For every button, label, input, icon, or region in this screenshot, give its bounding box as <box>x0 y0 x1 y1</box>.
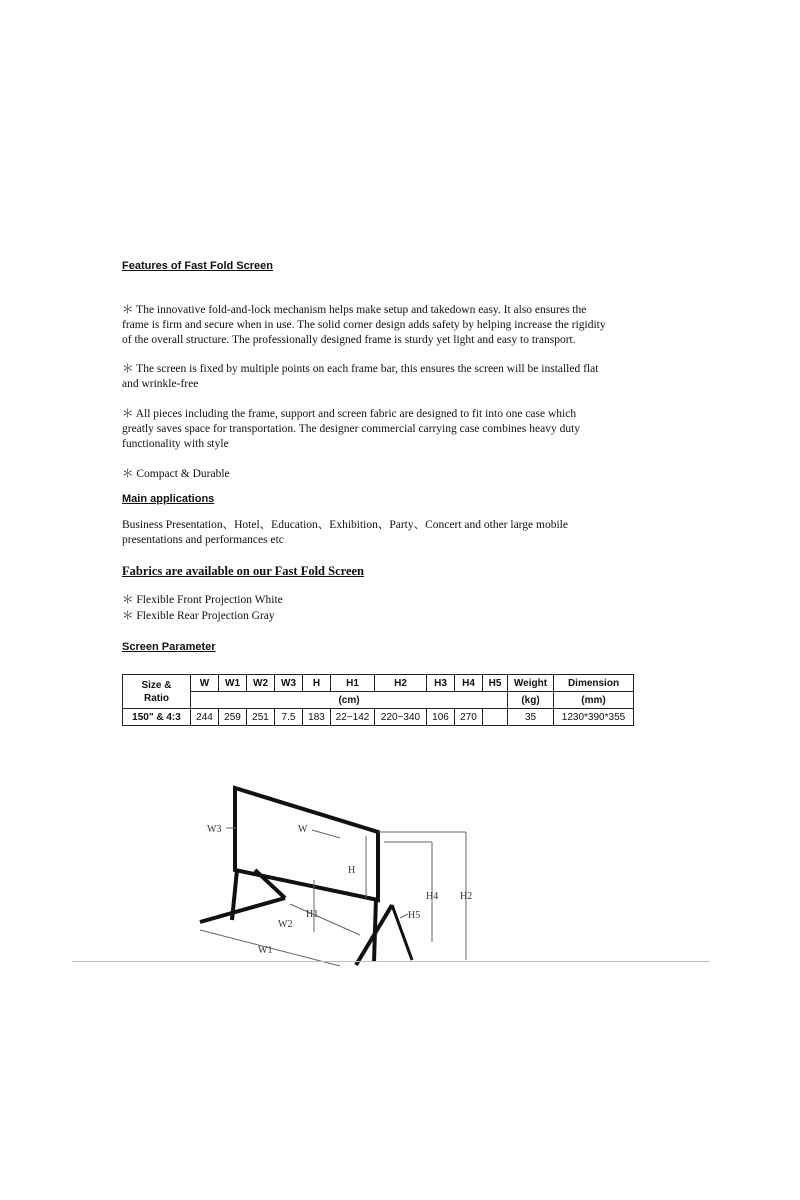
feature-item-2 <box>122 362 662 392</box>
feature-item-4 <box>122 467 662 482</box>
h5-tick <box>400 914 408 918</box>
parameter-table <box>122 674 634 726</box>
feature-1-line-2: frame is firm and secure when in use. The solid corner design adds safety by helping increase the rigidity <box>122 319 606 331</box>
left-foot <box>200 898 285 922</box>
feature-3-line-2: greatly saves space for transportation. The designer commercial carrying case combines heavy duty <box>122 423 581 435</box>
w2-line <box>290 904 360 935</box>
applications-text <box>122 518 662 548</box>
col-h3: H3 <box>427 675 455 692</box>
label-h2: H2 <box>460 891 473 902</box>
label-h4: H4 <box>426 891 439 902</box>
applications-title: Main applications <box>122 493 215 505</box>
cell-h: 183 <box>303 709 331 726</box>
cell-w: 244 <box>191 709 219 726</box>
feature-4-line-1: ＊ Compact & Durable <box>122 468 230 480</box>
col-h: H <box>303 675 331 692</box>
unit-kg: (kg) <box>508 692 554 709</box>
label-w: W <box>298 824 308 835</box>
col-w1: W1 <box>219 675 247 692</box>
feature-1-line-1: ＊ The innovative fold-and-lock mechanism helps make setup and takedown easy. It also ensures the <box>122 304 587 316</box>
col-w3: W3 <box>275 675 303 692</box>
parameters-title: Screen Parameter <box>122 641 216 653</box>
feature-3-line-3: functionality with style <box>122 438 229 450</box>
col-w2: W2 <box>247 675 275 692</box>
fabrics-title: Fabrics are available on our Fast Fold Screen <box>122 564 365 578</box>
cell-h1: 22~142 <box>331 709 375 726</box>
col-dimension: Dimension <box>554 675 634 692</box>
col-h4: H4 <box>455 675 483 692</box>
row-size: 150" & 4:3 <box>123 709 191 726</box>
label-h: H <box>348 865 356 876</box>
feature-item-1 <box>122 303 662 348</box>
table-row <box>123 709 634 726</box>
unit-mm: (mm) <box>554 692 634 709</box>
cell-weight: 35 <box>508 709 554 726</box>
label-w3: W3 <box>207 824 222 835</box>
col-h5: H5 <box>483 675 508 692</box>
label-w1: W1 <box>258 945 273 956</box>
cell-dimension: 1230*390*355 <box>554 709 634 726</box>
feature-2-line-1: ＊ The screen is fixed by multiple points on each frame bar, this ensures the screen will be installed flat <box>122 363 599 375</box>
fabric-item-2: ＊ Flexible Rear Projection Gray <box>122 610 275 622</box>
col-w: W <box>191 675 219 692</box>
col-h1: H1 <box>331 675 375 692</box>
features-title: Features of Fast Fold Screen <box>122 260 273 272</box>
cell-h3: 106 <box>427 709 455 726</box>
applications-line-1: Business Presentation、Hotel、Education、Exhibition、Party、Concert and other large mobile <box>122 519 568 531</box>
cell-w1: 259 <box>219 709 247 726</box>
cell-h2: 220~340 <box>375 709 427 726</box>
screen-frame <box>235 788 378 900</box>
unit-cm: (cm) <box>191 692 508 709</box>
fabric-item-1: ＊ Flexible Front Projection White <box>122 594 283 606</box>
cell-w3: 7.5 <box>275 709 303 726</box>
screen-diagram <box>0 770 800 970</box>
size-ratio-header: Size & Ratio <box>123 675 191 709</box>
feature-1-line-3: of the overall structure. The professionally designed frame is sturdy yet light and easy to transport. <box>122 334 576 346</box>
label-h1: H1 <box>306 909 319 920</box>
feature-item-3 <box>122 407 662 452</box>
bottom-divider <box>72 961 710 962</box>
col-weight: Weight <box>508 675 554 692</box>
label-h5: H5 <box>408 910 421 921</box>
col-h2: H2 <box>375 675 427 692</box>
label-w2: W2 <box>278 919 293 930</box>
cell-h5 <box>483 709 508 726</box>
cell-h4: 270 <box>455 709 483 726</box>
cell-w2: 251 <box>247 709 275 726</box>
applications-line-2: presentations and performances etc <box>122 534 284 546</box>
feature-3-line-1: ＊ All pieces including the frame, support and screen fabric are designed to fit into one case which <box>122 408 577 420</box>
feature-2-line-2: and wrinkle-free <box>122 378 199 390</box>
